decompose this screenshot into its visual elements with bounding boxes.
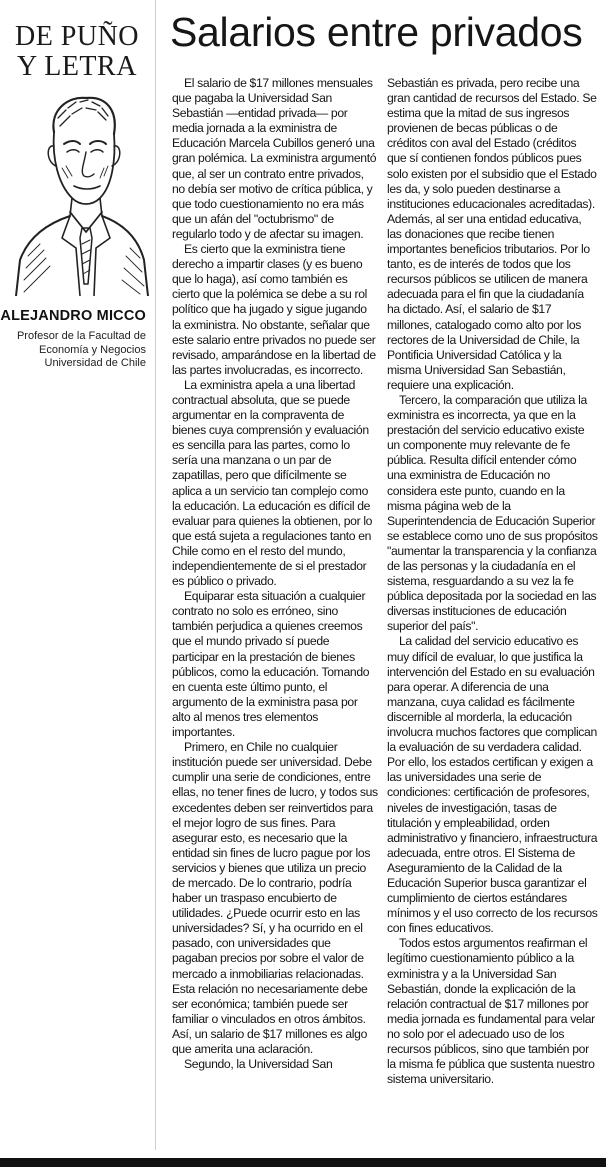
paragraph: Primero, en Chile no cualquier institución puede ser universidad. Debe cumplir una serie de condiciones, entre ellas, no tener fines de lucro, y todos sus excedentes deben ser reinvertidos para el mejor logro de sus fines. Para asegurar esto, es necesario que la entidad sin fines de lucro pague por los servicios y bienes que utiliza un precio de mercado. De lo contrario, podría haber un traspaso encubierto de utilidades. ¿Puede ocurrir esto en las universidades? Sí, y ha ocurrido en el pasado, con universidades que pagaban precios por sobre el valor de mercado a inmobiliarias relacionadas. Esta relación no necesariamente debe ser económica; también puede ser familiar o vinculados en otros ámbitos. Así, un salario de $17 millones es algo que amerita una aclaración.: [172, 740, 378, 1056]
paragraph: Equiparar esta situación a cualquier contrato no solo es erróneo, sino también perjudica a quienes creemos que el mundo privado sí puede participar en la prestación de bienes públicos, como la educación. Tomando en cuenta este último punto, el argumento de la exministra pasa por alto al menos tres elementos importantes.: [172, 589, 370, 740]
section-title-line-2: Y LETRA: [17, 51, 137, 82]
article-column-1: [172, 76, 378, 1072]
article-column-2: [387, 76, 598, 1087]
author-role-line-1: Profesor de la Facultad de: [16, 330, 146, 342]
article-headline: Salarios entre privados: [170, 9, 583, 55]
author-name: ALEJANDRO MICCO: [0, 308, 146, 324]
paragraph: La exministra apela a una libertad contractual absoluta, que se puede argumentar en la compraventa de bienes cuya comprensión y evaluación es sencilla para las partes, como lo sería una manzana o un par de zapatillas, pero que difícilmente se aplica a un servicio tan complejo como la educación. La educación es difícil de evaluar para quienes la obtienen, por lo que está sujeta a regulaciones tanto en Chile como en el resto del mundo, independientemente de si el prestador es público o privado.: [172, 377, 373, 589]
paragraph: Es cierto que la exministra tiene derecho a impartir clases (y es bueno que lo haga), así como también es cierto que la polémica se debe a su rol político que ha jugado y sigue jugando la exministra. No obstante, señalar que este salario entre privados no puede ser revisado, amparándose en la libertad de las partes involucradas, es incorrecto.: [172, 242, 376, 377]
section-title: [6, 22, 148, 82]
column-divider: [155, 0, 156, 1150]
paragraph: La calidad del servicio educativo es muy difícil de evaluar, lo que justifica la intervención del Estado en su evaluación para operar. A diferencia de una manzana, cuya calidad es fácilmente discernible al morderla, la educación involucra muchos factores que complican la evaluación de su verdadera calidad. Por ello, los estados certifican y exigen a las universidades una serie de condiciones: certificación de profesores, niveles de investigación, tasas de titulación y empleabilidad, orden administrativo y financiero, infraestructura adecuada, entre otros. El Sistema de Aseguramiento de la Calidad de la Educación Superior busca garantizar el cumplimiento de ciertos estándares mínimos y el uso correcto de los recursos con fines educativos.: [387, 634, 598, 936]
section-title-line-1: DE PUÑO: [14, 21, 140, 52]
paragraph: El salario de $17 millones mensuales que pagaba la Universidad San Sebastián —entidad privada— por media jornada a la exministra de Educación Marcela Cubillos generó una gran polémica. La exministra argumentó que, al ser un contrato entre privados, no debía ser motivo de crítica pública, y que todo cuestionamiento no era más que un afán del "octubrismo" de regularlo todo y de afectar su imagen.: [172, 76, 377, 241]
author-role: [0, 330, 146, 371]
author-portrait: [10, 88, 150, 296]
paragraph: Segundo, la Universidad San: [184, 1057, 333, 1072]
author-role-line-2: Economía y Negocios: [39, 343, 146, 356]
bottom-rule: [0, 1158, 606, 1167]
paragraph: Tercero, la comparación que utiliza la exministra es incorrecta, ya que en la prestación del servicio educativo existe un componente muy relevante de fe pública. Resulta difícil entender cómo una exministra de Educación no considera este punto, cuando en la misma página web de la Superintendencia de Educación Superior se establece como uno de sus propósitos "aumentar la transparencia y la confianza de las personas y la ciudadanía en el sistema, resguardando a su vez la fe pública depositada por la sociedad en las diversas instituciones de educación superior del país".: [387, 392, 598, 634]
paragraph: Todos estos argumentos reafirman el legítimo cuestionamiento público a la exministra y a la Universidad San Sebastián, donde la explicación de la relación contractual de $17 millones por media jornada es fundamental para velar no solo por el adecuado uso de los recursos públicos, sino que también por la misma fe pública que sustenta nuestro sistema universitario.: [387, 936, 595, 1087]
author-role-line-3: Universidad de Chile: [44, 357, 146, 369]
author-sidebar: [0, 0, 152, 1150]
paragraph: Sebastián es privada, pero recibe una gran cantidad de recursos del Estado. Se estima que la mitad de sus ingresos provienen de becas públicas o de créditos con aval del Estado (créditos que sí contienen fondos públicos pues solo existen por el subsidio que el Estado les da, y solo pueden destinarse a instituciones educacionales acreditadas). Además, al ser una entidad educativa, las donaciones que recibe tienen importantes beneficios tributarios. Por lo tanto, es de interés de todos que los recursos públicos se utilicen de manera adecuada para el fin que la ciudadanía ha dictado. Así, el salario de $17 millones, catalogado como alto por los rectores de la Universidad de Chile, la Pontificia Universidad Católica y la misma Universidad San Sebastián, requiere una explicación.: [387, 76, 597, 392]
